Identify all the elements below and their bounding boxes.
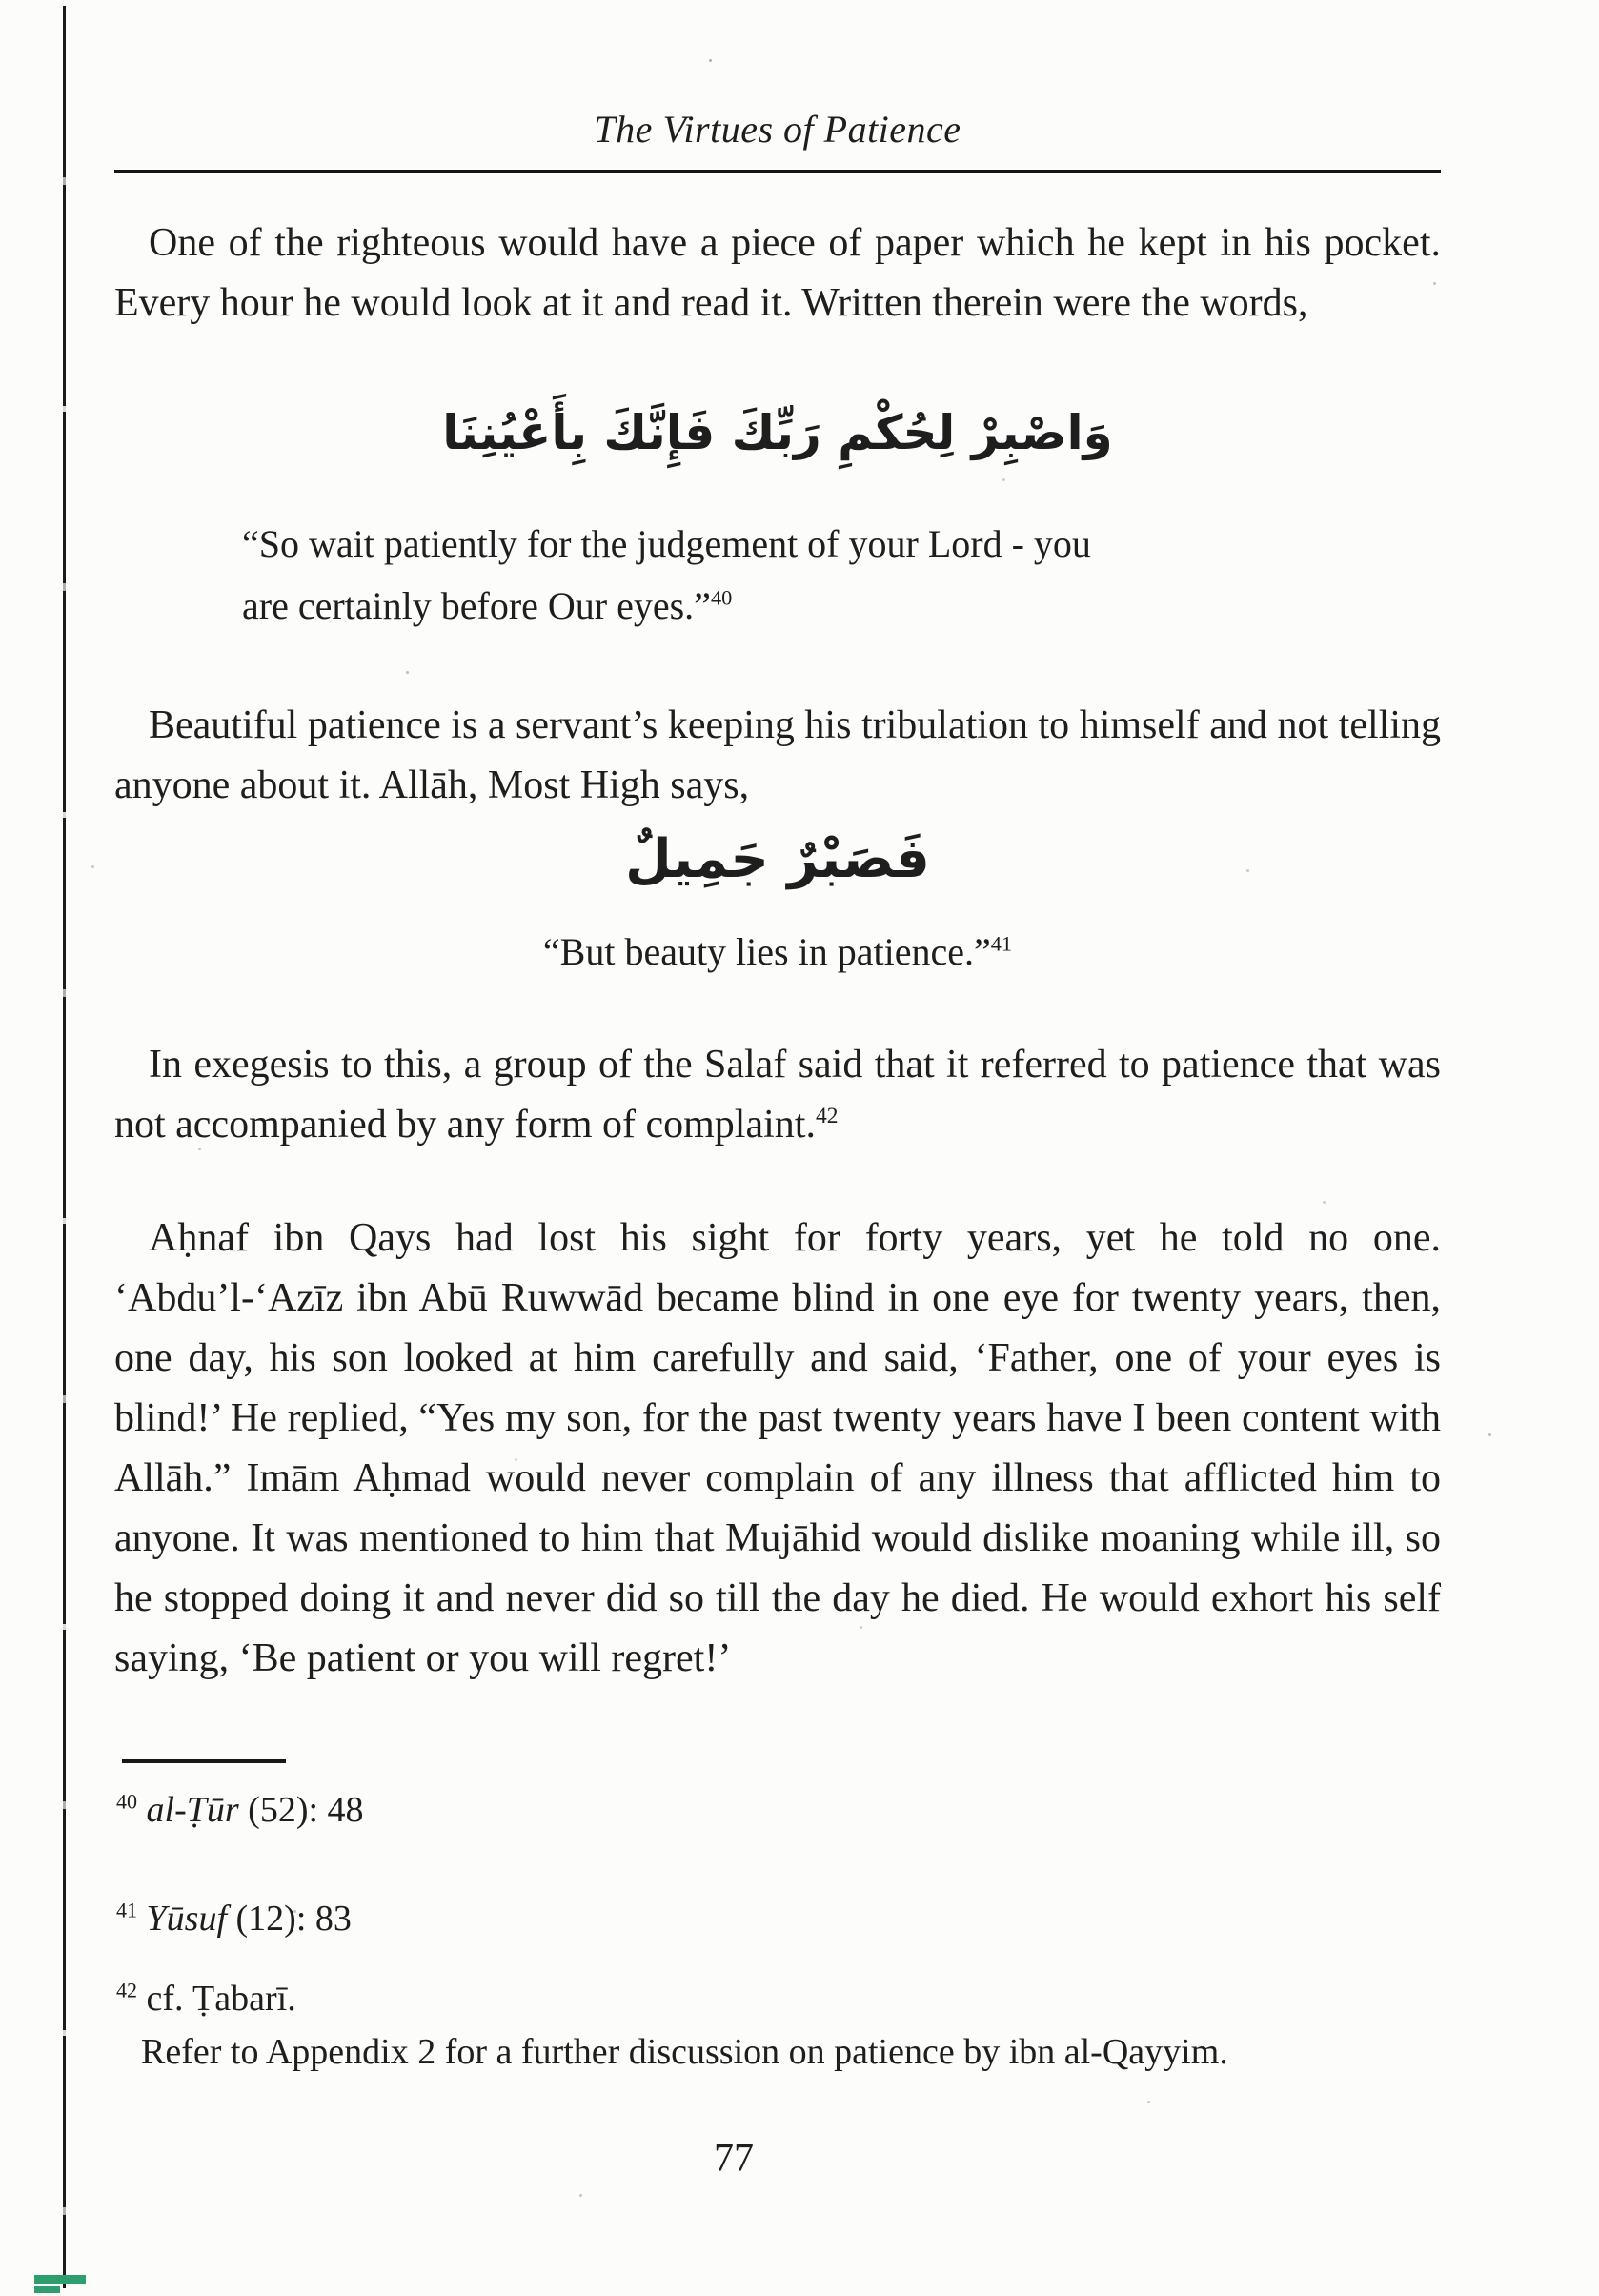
scan-specks — [0, 0, 3, 3]
footnote-40-cite: (52): 48 — [248, 1790, 364, 1830]
quote-yusuf-translation — [114, 921, 1441, 983]
footnote-41 — [116, 1895, 1450, 1942]
scan-artifact-green-mark-bottom — [34, 2286, 60, 2293]
paragraph-exegesis-text: In exegesis to this, a group of the Salaf said that it referred to patience that was not accompanied by any form of complaint. — [114, 1043, 1441, 1147]
scan-artifact-left-line — [63, 6, 66, 2288]
footnote-40-number: 40 — [116, 1789, 138, 1814]
footnote-41-number: 41 — [116, 1898, 138, 1922]
page-title: The Virtues of Patience — [594, 108, 961, 151]
paragraph-beautiful-patience: Beautiful patience is a servant’s keeping his tribulation to himself and not telling anyone about it. Allāh, Most High says, — [114, 703, 1441, 807]
footnote-41-cite: (12): 83 — [235, 1899, 352, 1939]
footnote-42-text: cf. Ṭabarī. — [146, 1979, 296, 2019]
footnote-42-appendix-note: Refer to Appendix 2 for a further discussion on patience by ibn al-Qayyim. — [141, 2032, 1228, 2072]
footnote-40-source: al-Ṭūr — [146, 1790, 239, 1830]
paragraph-exegesis — [114, 1035, 1441, 1155]
footnote-rule — [122, 1759, 286, 1763]
paragraph-ahnaf-stories: Aḥnaf ibn Qays had lost his sight for forty years, yet he told no one. ‘Abdu’l-‘Azīz ibn Abū Ruwwād became blind in one eye for twenty years, then, one day, his son looked at him carefully and said, ‘Father, one of your eyes is blind!’ He replied, “Yes my son, for the past twenty years have I been content with Allāh.” Imām Aḥmad would never complain of any illness that afflicted him to anyone. It was mentioned to him that Mujāhid would dislike moaning while ill, so he stopped doing it and never did so till the day he died. He would exhort his self saying, ‘Be patient or you will regret!’ — [114, 1216, 1441, 1680]
scan-artifact-green-mark-top — [34, 2275, 86, 2284]
quote-text: “But beauty lies in patience.” — [542, 930, 991, 973]
page-number: 77 — [714, 2137, 754, 2181]
quote-line-1: “So wait patiently for the judgement of your Lord - you — [242, 522, 1091, 565]
footnote-ref-40: 40 — [710, 585, 733, 610]
footnote-41-source: Yūsuf — [146, 1899, 228, 1939]
arabic-verse-yusuf: فَصَبْرٌ جَمِيلٌ — [625, 828, 930, 890]
quote-tur-translation — [242, 513, 1328, 637]
footnote-42-number: 42 — [116, 1978, 138, 2002]
paragraph-righteous-paper: One of the righteous would have a piece of paper which he kept in his pocket. Every hour he would look at it and read it. Written therein were the words, — [114, 221, 1441, 325]
quote-line-2: are certainly before Our eyes.” — [242, 584, 711, 627]
footnote-42 — [116, 1975, 1450, 2076]
footnote-40 — [116, 1786, 1450, 1834]
footnote-ref-41: 41 — [990, 931, 1013, 956]
footnote-ref-42: 42 — [815, 1104, 839, 1128]
header-rule — [114, 170, 1441, 173]
arabic-verse-tur: وَاصْبِرْ لِحُكْمِ رَبِّكَ فَإِنَّكَ بِأَعْيُنِنَا — [442, 405, 1113, 460]
